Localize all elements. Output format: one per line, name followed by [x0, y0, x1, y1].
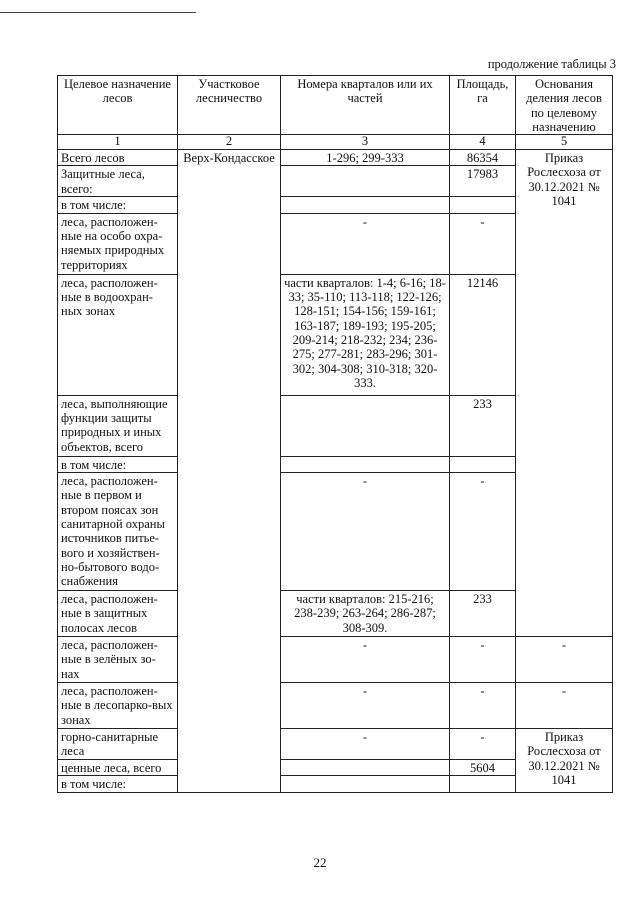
basis-cell: - [516, 637, 613, 683]
quarters-cell [281, 456, 450, 472]
quarters-cell [281, 760, 450, 776]
quarters-cell [281, 166, 450, 197]
forestry-cell: Верх-Кондасское [178, 150, 281, 792]
area-cell: - [450, 213, 516, 274]
purpose-cell: Защитные леса, всего: [58, 166, 178, 197]
forest-purpose-table [57, 75, 613, 793]
quarters-cell: - [281, 213, 450, 274]
quarters-cell: части кварталов: 1-4; 6-16; 18-33; 35-110; 113-118; 122-126; 128-151; 154-156; 159-161; 163-187; 189-193; 195-205; 209-214; 218-232; 234; 236-275; 277-281; 283-296; 301-302; 304-308; 310-318; 320-333. [281, 274, 450, 395]
table-row [58, 683, 613, 729]
header-basis: Основания деления лесов по целевому назначению [516, 76, 613, 135]
header-quarters: Номера кварталов или их частей [281, 76, 450, 135]
area-cell [450, 456, 516, 472]
purpose-cell: в том числе: [58, 197, 178, 213]
quarters-cell [281, 776, 450, 792]
area-cell [450, 776, 516, 792]
area-cell: - [450, 473, 516, 591]
quarters-cell [281, 395, 450, 456]
purpose-cell: леса, расположен-ные в лесопарко-вых зонах [58, 683, 178, 729]
header-forestry: Участковое лесничество [178, 76, 281, 135]
col-number: 4 [450, 135, 516, 150]
area-cell: - [450, 729, 516, 760]
table-row [58, 729, 613, 760]
quarters-cell [281, 197, 450, 213]
column-number-row [58, 135, 613, 150]
purpose-cell: леса, расположен-ные в зелёных зо-нах [58, 637, 178, 683]
purpose-cell: в том числе: [58, 456, 178, 472]
quarters-cell: - [281, 729, 450, 760]
quarters-cell: части кварталов: 215-216; 238-239; 263-264; 286-287; 308-309. [281, 591, 450, 637]
header-rule [0, 12, 196, 13]
col-number: 5 [516, 135, 613, 150]
header-row [58, 76, 613, 135]
basis-cell: - [516, 683, 613, 729]
purpose-cell: леса, расположен-ные в защитных полосах лесов [58, 591, 178, 637]
area-cell: 86354 [450, 150, 516, 166]
quarters-cell: 1-296; 299-333 [281, 150, 450, 166]
quarters-cell: - [281, 637, 450, 683]
col-number: 1 [58, 135, 178, 150]
purpose-cell: Всего лесов [58, 150, 178, 166]
area-cell: 12146 [450, 274, 516, 395]
header-area: Площадь, га [450, 76, 516, 135]
quarters-cell: - [281, 683, 450, 729]
table-row [58, 637, 613, 683]
area-cell: - [450, 683, 516, 729]
basis-cell: Приказ Рослесхоза от 30.12.2021 № 1041 [516, 150, 613, 637]
col-number: 2 [178, 135, 281, 150]
purpose-cell: леса, расположен-ные в водоохран-ных зонах [58, 274, 178, 395]
purpose-cell: леса, расположен-ные в первом и втором поясах зон санитарной охраны источников питье-вого и хозяйствен-но-бытового водо-снабжения [58, 473, 178, 591]
area-cell: 5604 [450, 760, 516, 776]
area-cell: 233 [450, 591, 516, 637]
area-cell: 233 [450, 395, 516, 456]
basis-cell: Приказ Рослесхоза от 30.12.2021 № 1041 [516, 729, 613, 793]
table-continuation-caption: продолжение таблицы 3 [487, 57, 616, 71]
col-number: 3 [281, 135, 450, 150]
area-cell: - [450, 637, 516, 683]
purpose-cell: ценные леса, всего [58, 760, 178, 776]
area-cell: 17983 [450, 166, 516, 197]
table-row [58, 150, 613, 166]
area-cell [450, 197, 516, 213]
purpose-cell: леса, расположен-ные на особо охра-няемых природных территориях [58, 213, 178, 274]
purpose-cell: леса, выполняющие функции защиты природных и иных объектов, всего [58, 395, 178, 456]
header-purpose: Целевое назначение лесов [58, 76, 178, 135]
page-number: 22 [313, 855, 327, 870]
purpose-cell: в том числе: [58, 776, 178, 792]
quarters-cell: - [281, 473, 450, 591]
purpose-cell: горно-санитарные леса [58, 729, 178, 760]
